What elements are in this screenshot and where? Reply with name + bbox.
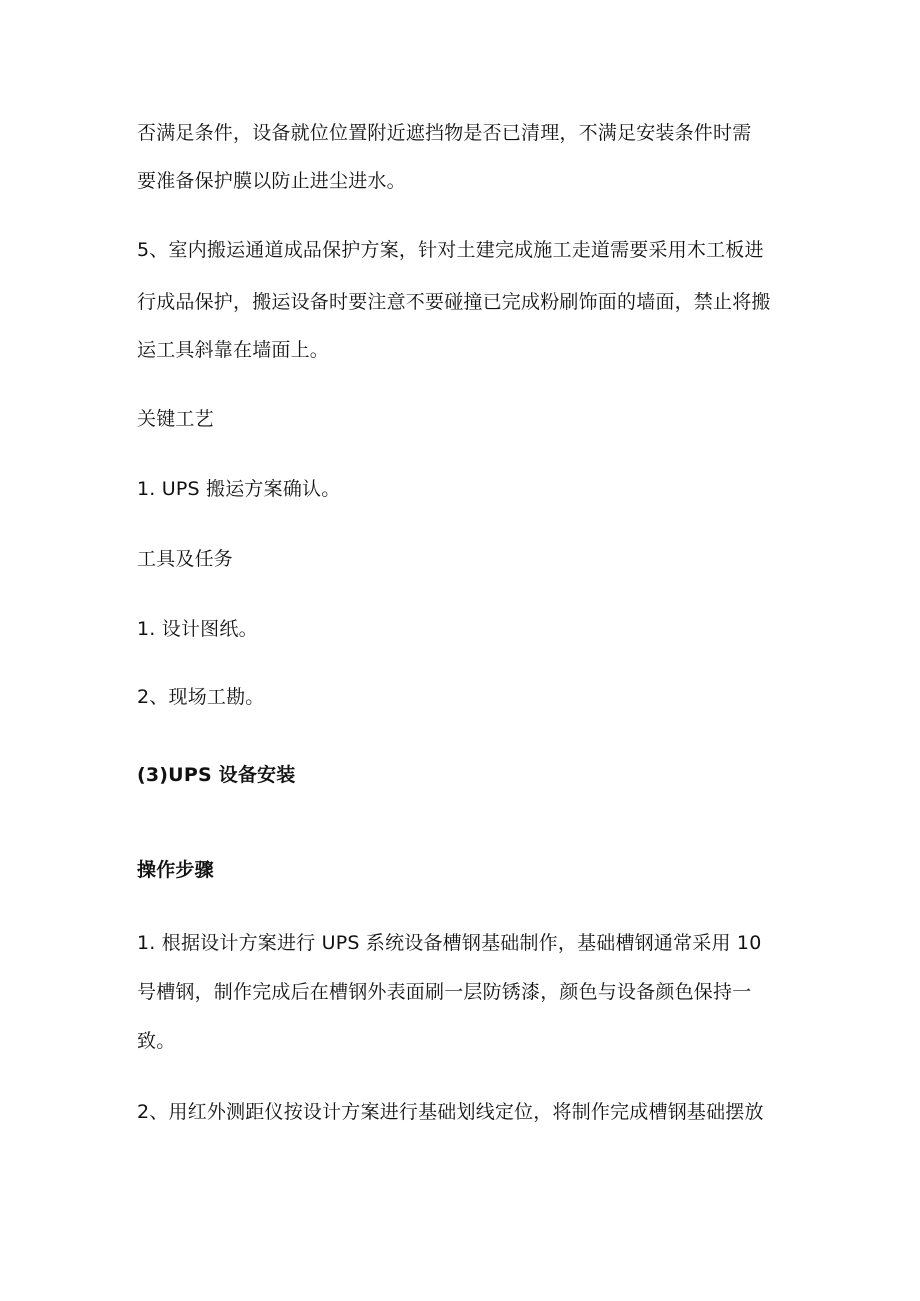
- item-5-line-3: 运工具斜靠在墙面上。: [137, 339, 330, 361]
- step-1-line-2: 号槽钢，制作完成后在槽钢外表面刷一层防锈漆，颜色与设备颜色保持一: [137, 981, 752, 1003]
- paragraph-continuation-line-1: 否满足条件，设备就位位置附近遮挡物是否已清理，不满足安装条件时需: [137, 122, 752, 144]
- section-3-heading: (3)UPS 设备安装: [137, 764, 296, 786]
- tools-tasks-item-1: 1. 设计图纸。: [137, 618, 258, 640]
- step-1-line-1: 1. 根据设计方案进行 UPS 系统设备槽钢基础制作，基础槽钢通常采用 10: [137, 932, 762, 954]
- steps-heading: 操作步骤: [137, 859, 214, 881]
- step-2-line-1: 2、用红外测距仪按设计方案进行基础划线定位，将制作完成槽钢基础摆放: [137, 1101, 764, 1123]
- step-1-line-3: 致。: [137, 1030, 176, 1052]
- paragraph-continuation-line-2: 要准备保护膜以防止进尘进水。: [137, 170, 406, 192]
- key-process-item-1: 1. UPS 搬运方案确认。: [137, 478, 341, 500]
- tools-tasks-item-2: 2、现场工勘。: [137, 686, 265, 708]
- item-5-line-1: 5、室内搬运通道成品保护方案，针对土建完成施工走道需要采用木工板进: [137, 239, 764, 261]
- tools-tasks-heading: 工具及任务: [137, 548, 234, 570]
- item-5-line-2: 行成品保护，搬运设备时要注意不要碰撞已完成粉刷饰面的墙面，禁止将搬: [137, 291, 771, 313]
- key-process-heading: 关键工艺: [137, 408, 214, 430]
